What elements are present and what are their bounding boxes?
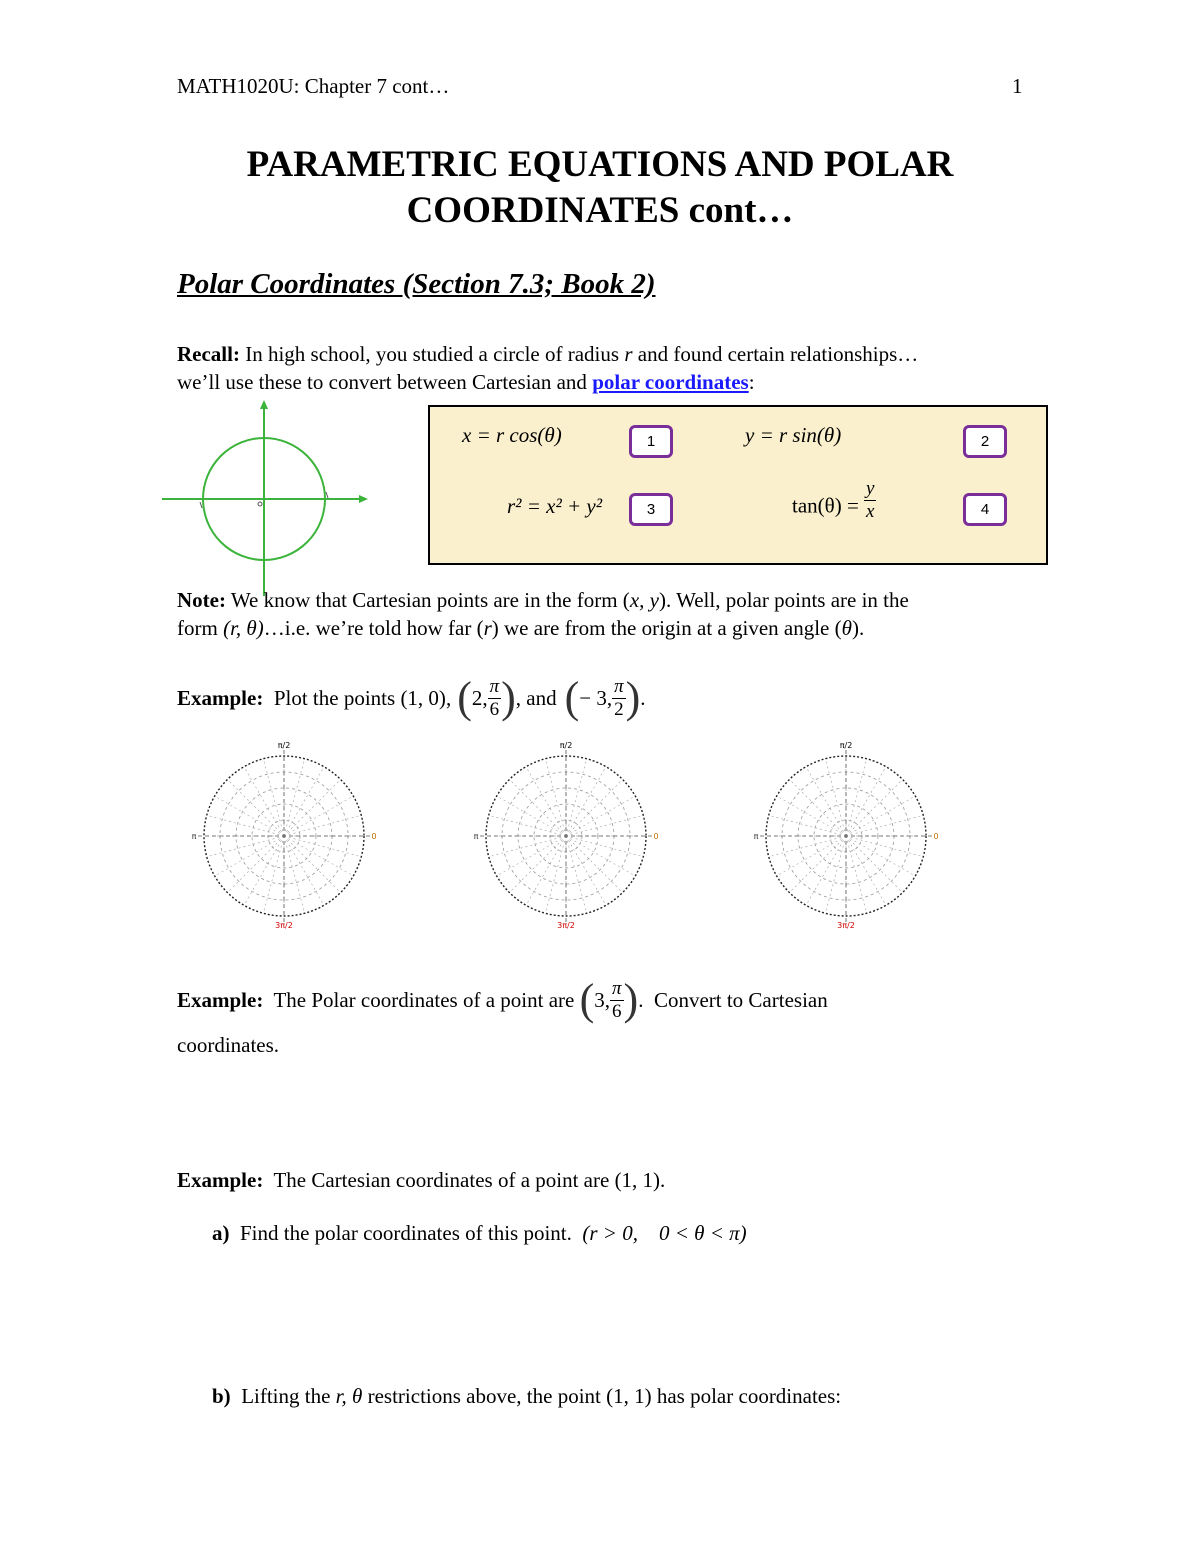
example1-period: .: [640, 685, 646, 710]
polar-grid-spoke: [284, 836, 324, 905]
polar-grid-spoke: [846, 836, 886, 905]
polar-label-left: π: [753, 832, 759, 841]
formula-tag-4: 4: [963, 493, 1007, 526]
polar-grid-spoke: [846, 836, 915, 876]
example2-text-b: . Convert to Cartesian: [638, 987, 828, 1012]
polar-grid-spoke: [497, 836, 566, 876]
polar-grid-spoke: [284, 836, 305, 913]
polar-grid-spoke: [846, 836, 867, 913]
fraction-numerator: y: [866, 478, 875, 499]
polar-label-top: π/2: [277, 741, 291, 750]
polar-grid-3[interactable]: [753, 736, 939, 943]
example1-point1: (1, 0): [400, 685, 446, 710]
polar-grid-spoke: [769, 836, 846, 857]
polar-grid-spoke: [846, 767, 886, 836]
polar-grid-spoke: [284, 767, 324, 836]
polar-grid-spoke: [263, 836, 284, 913]
polar-label-left: π: [191, 832, 197, 841]
example3-part-a: [212, 1221, 747, 1246]
polar-grid-spoke: [497, 796, 566, 836]
note-text-b: ). Well, polar points are in the: [658, 588, 909, 612]
fraction-denominator: 6: [612, 1000, 622, 1022]
polar-grid-spoke: [227, 779, 284, 836]
formula-tag-2: 2: [963, 425, 1007, 458]
polar-grid-spoke: [846, 779, 903, 836]
polar-grid-spoke: [509, 836, 566, 893]
y-axis-arrow-icon: [260, 400, 268, 409]
tick-mark: [326, 492, 328, 498]
polar-grid-spoke: [489, 815, 566, 836]
left-paren: (: [457, 673, 472, 722]
example1-and: , and: [515, 685, 557, 710]
fraction-numerator: π: [489, 675, 500, 697]
note-line2-text-b: …i.e. we’re told how far (: [263, 616, 484, 640]
polar-grid-spoke: [284, 836, 341, 893]
polar-grid-spoke: [244, 836, 284, 905]
polar-grid-2[interactable]: [473, 736, 659, 943]
part-a-text: Find the polar coordinates of this point.: [229, 1221, 583, 1245]
polar-label-right: 0: [653, 832, 659, 841]
section-heading: Polar Coordinates (Section 7.3; Book 2): [177, 268, 656, 300]
polar-grid-spoke: [566, 836, 635, 876]
polar-label-bottom: 3π/2: [837, 921, 855, 930]
fraction-denominator: 6: [489, 698, 500, 720]
polar-grid-spoke: [284, 815, 361, 836]
example2-label: Example:: [177, 987, 264, 1012]
header-course: MATH1020U: Chapter 7 cont…: [177, 74, 450, 98]
note-text-a: We know that Cartesian points are in the form (: [225, 588, 630, 612]
fraction-numerator: π: [614, 675, 624, 697]
polar-grid-spoke: [509, 779, 566, 836]
polar-grid-spoke: [526, 836, 566, 905]
recall-line1: [177, 342, 918, 367]
polar-grid-spoke: [825, 836, 846, 913]
origin-dot: [258, 502, 262, 506]
polar-label-top: π/2: [839, 741, 853, 750]
example1-point3-fraction: [612, 676, 626, 721]
polar-grid-spoke: [566, 836, 587, 913]
polar-grid-spoke: [789, 836, 846, 893]
note-form-text: form: [177, 616, 224, 640]
example2-point-fraction: [610, 978, 624, 1023]
example1-point2-fraction: [488, 676, 502, 721]
part-a-label: a): [212, 1221, 230, 1245]
left-paren: (: [564, 673, 580, 722]
example2-point-r: 3,: [594, 987, 610, 1012]
polar-grid-spoke: [806, 767, 846, 836]
polar-grid-spoke: [789, 779, 846, 836]
polar-grid-spoke: [846, 836, 903, 893]
polar-grid-spoke: [777, 836, 846, 876]
formula-x-eq: x = r cos(θ): [462, 423, 562, 447]
formula-y-eq: y = r sin(θ): [745, 423, 842, 447]
formula-tan-eq: [792, 478, 876, 523]
polar-grid-spoke: [777, 796, 846, 836]
polar-grid-spoke: [566, 836, 623, 893]
example2-line2: coordinates.: [177, 1033, 280, 1057]
polar-grid-spoke: [566, 779, 623, 836]
fraction-denominator: x: [866, 501, 875, 522]
example2-text-a: The Polar coordinates of a point are: [263, 987, 580, 1012]
note-line2-text-d: ).: [851, 616, 865, 640]
left-paren: (: [579, 975, 595, 1024]
polar-grid-spoke: [244, 767, 284, 836]
polar-grid-spoke: [284, 836, 353, 876]
polar-grid-spoke: [566, 815, 643, 836]
fraction-numerator: π: [612, 977, 622, 999]
example3-part-b: [212, 1384, 841, 1409]
header-page-number: 1: [1012, 74, 1023, 98]
polar-grid-spoke: [227, 836, 284, 893]
polar-grid-spoke: [846, 796, 915, 836]
example1-point2-r: 2,: [471, 685, 488, 710]
polar-grid-spoke: [284, 796, 353, 836]
recall-r: r: [624, 342, 633, 366]
polar-grid-spoke: [263, 759, 284, 836]
example1-text: Plot the points: [263, 685, 401, 710]
example1-comma: ,: [445, 685, 452, 710]
part-b-text-a: Lifting the: [230, 1384, 336, 1408]
polar-label-left: π: [473, 832, 479, 841]
polar-grid-spoke: [545, 836, 566, 913]
fraction-denominator: 2: [614, 698, 624, 720]
polar-grid-spoke: [215, 836, 284, 876]
formula-r-squared-eq: r² = x² + y²: [507, 494, 603, 518]
page-title-line1: PARAMETRIC EQUATIONS AND POLAR: [246, 144, 954, 185]
note-line2-text-c: ) we are from the origin at a given angle (: [491, 616, 842, 640]
polar-grid-spoke: [566, 767, 606, 836]
example3-text: The Cartesian coordinates of a point are (1, 1).: [263, 1168, 666, 1192]
right-paren: ): [625, 673, 641, 722]
polar-label-bottom: 3π/2: [557, 921, 575, 930]
polar-grid-spoke: [846, 759, 867, 836]
note-line1: [177, 588, 909, 613]
polar-grid-spoke: [566, 836, 606, 905]
part-a-condition: (r > 0, 0 < θ < π): [582, 1221, 747, 1245]
polar-grid-spoke: [207, 815, 284, 836]
recall-label: Recall:: [177, 342, 240, 366]
right-paren: ): [501, 673, 516, 722]
recall-text: In high school, you studied a circle of radius: [239, 342, 625, 366]
part-b-vars: r, θ: [335, 1384, 363, 1408]
example1-line: [177, 670, 646, 726]
recall-line2-text: we’ll use these to convert between Cartesian and: [177, 370, 593, 394]
polar-grid-spoke: [846, 836, 923, 857]
note-label: Note:: [177, 588, 226, 612]
polar-grid-1[interactable]: [191, 736, 377, 943]
recall-line2: [177, 370, 755, 395]
polar-grid-spoke: [566, 836, 643, 857]
part-b-text-b: restrictions above, the point (1, 1) has polar coordinates:: [362, 1384, 842, 1408]
polar-grid-spoke: [284, 779, 341, 836]
polar-label-bottom: 3π/2: [275, 921, 293, 930]
polar-label-top: π/2: [559, 741, 573, 750]
polar-grid-spoke: [284, 836, 361, 857]
polar-label-right: 0: [933, 832, 939, 841]
tick-mark: [200, 502, 202, 508]
formula-tag-1: 1: [629, 425, 673, 458]
polar-grid-spoke: [526, 767, 566, 836]
example2-line1: [177, 972, 828, 1028]
polar-coordinates-link[interactable]: polar coordinates: [592, 370, 749, 394]
polar-grid-spoke: [215, 796, 284, 836]
formula-tan-fraction: [864, 478, 876, 523]
polar-label-right: 0: [371, 832, 377, 841]
x-axis-arrow-icon: [359, 495, 368, 503]
polar-grid-spoke: [489, 836, 566, 857]
note-xy: x, y: [629, 588, 659, 612]
example1-point3-r: − 3,: [579, 685, 613, 710]
polar-grid-spoke: [545, 759, 566, 836]
polar-grid-spoke: [566, 759, 587, 836]
recall-colon: :: [748, 370, 755, 394]
polar-grid-spoke: [806, 836, 846, 905]
unit-circle-diagram: [160, 398, 372, 598]
formula-tan-lhs: tan(θ) =: [792, 493, 859, 518]
part-b-label: b): [212, 1384, 231, 1408]
example1-label: Example:: [177, 685, 264, 710]
polar-grid-spoke: [207, 836, 284, 857]
example3-label: Example:: [177, 1168, 264, 1192]
formula-tag-3: 3: [629, 493, 673, 526]
polar-grid-spoke: [846, 815, 923, 836]
polar-grid-spoke: [284, 759, 305, 836]
note-theta: θ: [841, 616, 852, 640]
polar-grid-spoke: [769, 815, 846, 836]
page-title-line2: COORDINATES cont…: [406, 190, 794, 231]
polar-grid-spoke: [825, 759, 846, 836]
example3-line: [177, 1168, 665, 1193]
recall-text-b: and found certain relationships…: [632, 342, 919, 366]
polar-grid-spoke: [566, 796, 635, 836]
note-r-theta: (r, θ): [223, 616, 264, 640]
note-line2: [177, 616, 864, 641]
note-r: r: [483, 616, 492, 640]
right-paren: ): [623, 975, 639, 1024]
